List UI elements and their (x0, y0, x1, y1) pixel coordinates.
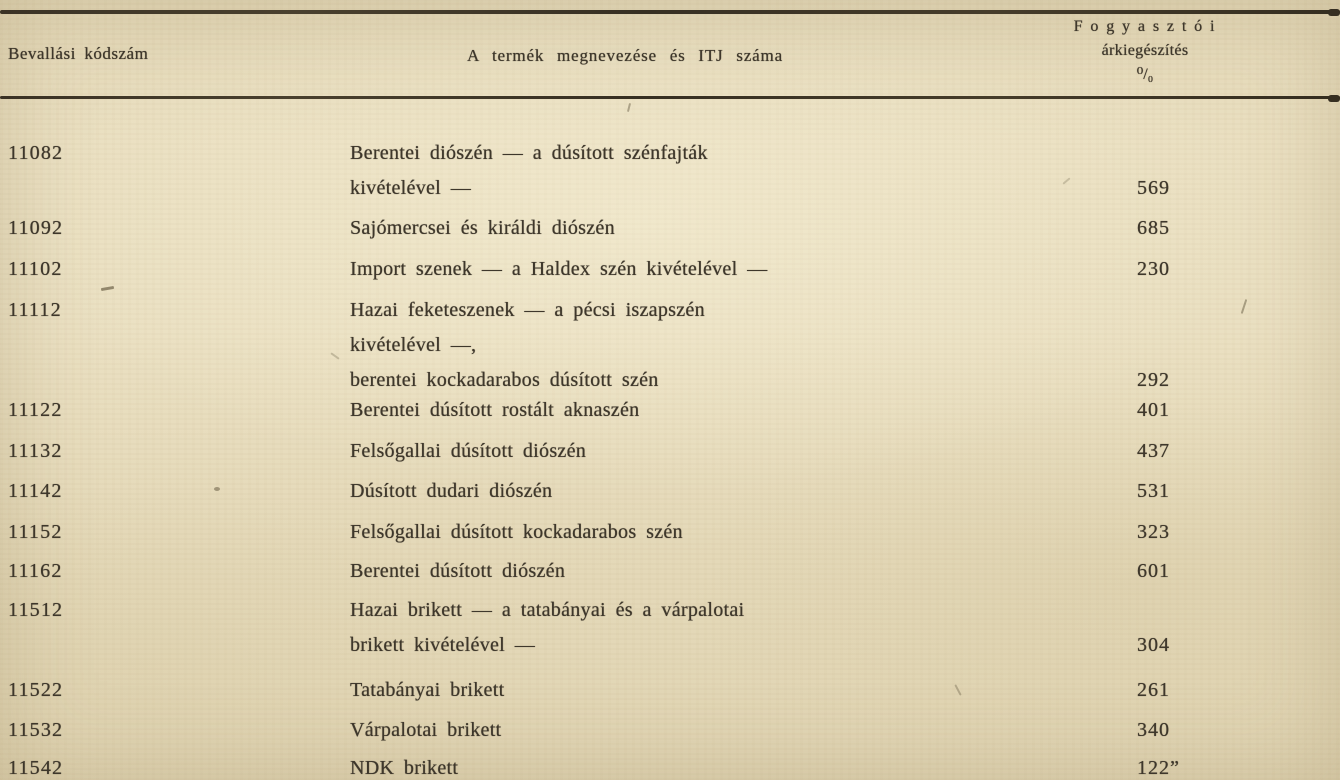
row-product-line: Várpalotai brikett (350, 719, 502, 741)
row-code: 11152 (8, 521, 63, 543)
row-value: 685 (1137, 217, 1170, 239)
row-product-line: Dúsított dudari diószén (350, 480, 553, 502)
row-product-line: kivételével — (350, 177, 472, 199)
row-code: 11102 (8, 258, 63, 280)
row-value: 401 (1137, 399, 1170, 421)
row-value: 230 (1137, 258, 1170, 280)
row-product-line: berentei kockadarabos dúsított szén (350, 369, 659, 391)
row-code: 11092 (8, 217, 64, 239)
row-product-line: Berentei dúsított rostált aknaszén (350, 399, 640, 421)
row-value: 304 (1137, 634, 1170, 656)
row-code: 11122 (8, 399, 63, 421)
row-value: 437 (1137, 440, 1170, 462)
row-value: 569 (1137, 177, 1170, 199)
header-value-line1: F o g y a s z t ó i (1073, 18, 1217, 35)
row-code: 11542 (8, 757, 64, 779)
row-product-line: Sajómercsei és királdi diószén (350, 217, 615, 239)
row-code: 11142 (8, 480, 63, 502)
row-product-line: Felsőgallai dúsított kockadarabos szén (350, 521, 683, 543)
row-product-line: NDK brikett (350, 757, 459, 779)
row-value: 340 (1137, 719, 1170, 741)
header-value-line2: árkiegészítés (1101, 42, 1189, 59)
row-code: 11132 (8, 440, 63, 462)
header-percent-sign: ⁰/₀ (1136, 66, 1154, 83)
row-code: 11162 (8, 560, 63, 582)
row-product-line: Import szenek — a Haldex szén kivételével — (350, 258, 768, 280)
row-product-line: Felsőgallai dúsított diószén (350, 440, 587, 462)
row-value: 292 (1137, 369, 1170, 391)
row-product-line: brikett kivételével — (350, 634, 536, 656)
row-product-line: Berentei dúsított diószén (350, 560, 566, 582)
row-value: 261 (1137, 679, 1170, 701)
row-code: 11112 (8, 299, 62, 321)
ink-mark (214, 487, 220, 491)
header-product-column: A termék megnevezése és ITJ száma (467, 46, 783, 65)
row-product-line: Tatabányai brikett (350, 679, 505, 701)
header-code-column: Bevallási kódszám (8, 44, 149, 63)
row-value: 531 (1137, 480, 1170, 502)
row-code: 11522 (8, 679, 64, 701)
row-product-line: kivételével —, (350, 334, 477, 356)
row-value: 323 (1137, 521, 1170, 543)
row-code: 11512 (8, 599, 64, 621)
row-value: 122” (1137, 757, 1180, 779)
row-value: 601 (1137, 560, 1170, 582)
row-product-line: Hazai brikett — a tatabányai és a várpalotai (350, 599, 745, 621)
row-product-line: Hazai feketeszenek — a pécsi iszapszén (350, 299, 705, 321)
row-code: 11532 (8, 719, 64, 741)
row-product-line: Berentei diószén — a dúsított szénfajták (350, 142, 708, 164)
row-code: 11082 (8, 142, 64, 164)
